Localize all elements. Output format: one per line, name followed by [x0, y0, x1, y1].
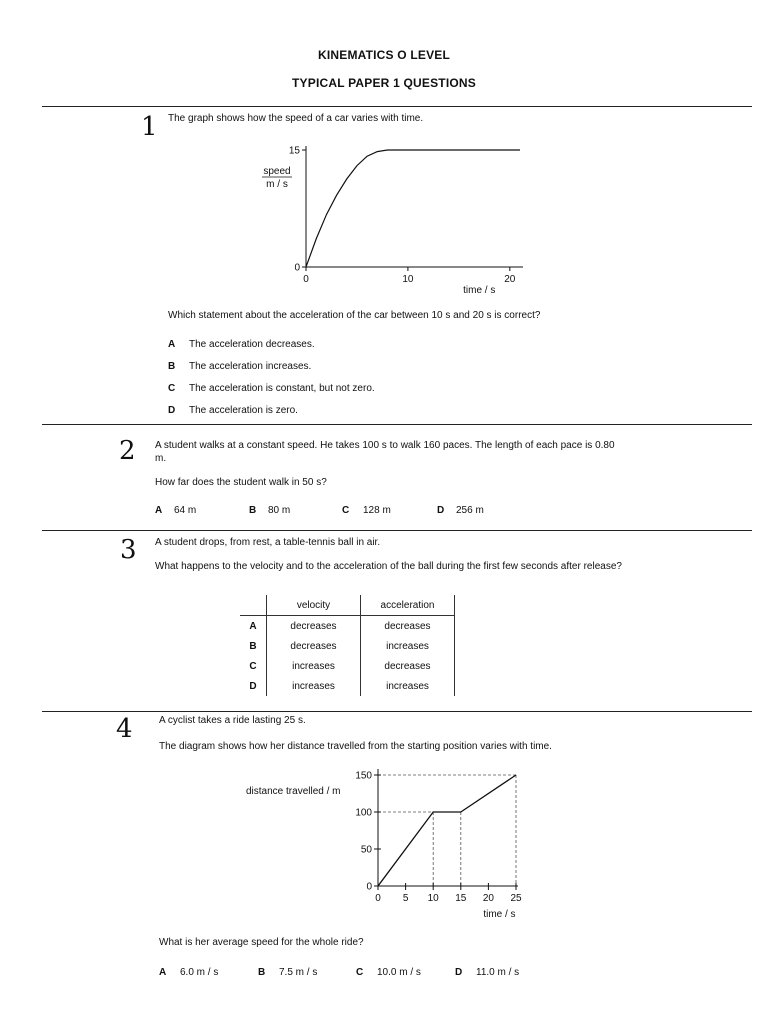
divider: [42, 106, 752, 107]
q1-option-a: [168, 334, 375, 356]
q3-question: What happens to the velocity and to the acceleration of the ball during the first few seconds after release?: [155, 561, 622, 572]
cell-acceleration: decreases: [361, 656, 455, 676]
q1-options: [168, 334, 375, 422]
option-text: The acceleration decreases.: [189, 339, 315, 350]
q4-distance-line: [378, 775, 516, 886]
q4-y-tick-label: 100: [355, 807, 372, 819]
row-letter: D: [249, 680, 257, 692]
q4-x-tick-label: 0: [375, 893, 381, 904]
table-row: [240, 616, 455, 637]
cell-velocity: increases: [267, 656, 361, 676]
q1-speed-time-graph: [250, 138, 550, 298]
option-text: 64 m: [174, 505, 197, 516]
question-number-2: 2: [119, 436, 136, 466]
q1-y-tick-label: 0: [294, 262, 300, 274]
q1-y-tick-label: 15: [288, 145, 300, 157]
q4-y-tick-label: 150: [355, 770, 372, 782]
q4-option-c: [356, 962, 421, 980]
q4-x-tick-label: 10: [427, 893, 439, 904]
q4-diagram-intro: The diagram shows how her distance travelled from the starting position varies with time.: [159, 741, 552, 752]
q4-y-tick-label: 50: [360, 844, 372, 856]
q4-stem: A cyclist takes a ride lasting 25 s.: [159, 715, 306, 726]
q1-x-tick-label: 10: [402, 274, 414, 285]
q4-options: [159, 962, 579, 976]
q2-question: How far does the student walk in 50 s?: [155, 477, 327, 488]
question-number-3: 3: [120, 535, 137, 565]
divider: [42, 711, 752, 712]
q4-option-b: [258, 962, 317, 980]
q2-option-b: [249, 500, 290, 518]
option-text: 11.0 m / s: [476, 967, 520, 978]
option-letter: D: [168, 405, 176, 416]
table-header-row: [240, 595, 455, 616]
document-subtitle: TYPICAL PAPER 1 QUESTIONS: [292, 76, 476, 90]
q2-option-a: [155, 500, 196, 518]
q4-option-d: [455, 962, 519, 980]
q4-x-tick-label: 15: [455, 893, 467, 904]
q1-speed-curve: [306, 150, 520, 267]
q4-question: What is her average speed for the whole ride?: [159, 937, 364, 948]
divider: [42, 530, 752, 531]
option-letter: C: [356, 967, 364, 978]
option-letter: D: [455, 967, 463, 978]
cell-acceleration: decreases: [361, 616, 455, 637]
option-text: The acceleration is zero.: [189, 405, 298, 416]
option-text: 6.0 m / s: [180, 967, 219, 978]
question-number-1: 1: [141, 112, 158, 142]
q4-option-a: [159, 962, 218, 980]
option-letter: A: [155, 505, 163, 516]
option-letter: D: [437, 505, 445, 516]
option-letter: A: [159, 967, 167, 978]
table-row: [240, 636, 455, 656]
option-letter: B: [249, 505, 257, 516]
q2-option-c: [342, 500, 391, 518]
table-row: [240, 656, 455, 676]
q1-y-axis-label-unit: m / s: [266, 179, 288, 190]
option-text: 10.0 m / s: [377, 967, 421, 978]
cell-velocity: decreases: [267, 616, 361, 637]
option-text: The acceleration is constant, but not zero.: [189, 383, 375, 394]
document-title: KINEMATICS O LEVEL: [317, 48, 451, 62]
q3-answer-table: [240, 595, 455, 696]
q4-distance-time-graph: [340, 764, 540, 924]
divider: [42, 424, 752, 425]
row-letter: B: [249, 640, 257, 652]
q2-options: [155, 500, 555, 514]
table-corner: [240, 595, 267, 616]
q1-option-d: [168, 400, 375, 422]
table-row: [240, 676, 455, 696]
option-text: 80 m: [268, 505, 291, 516]
q1-x-tick-label: 0: [303, 274, 309, 285]
option-text: 7.5 m / s: [279, 967, 318, 978]
q1-question: Which statement about the acceleration of the car between 10 s and 20 s is correct?: [168, 310, 541, 321]
row-letter: A: [249, 620, 257, 632]
q1-option-c: [168, 378, 375, 400]
q1-x-tick-label: 20: [504, 274, 516, 285]
q4-x-tick-label: 25: [510, 893, 522, 904]
cell-acceleration: increases: [361, 636, 455, 656]
option-text: 128 m: [363, 505, 391, 516]
option-letter: C: [168, 383, 176, 394]
q1-option-b: [168, 356, 375, 378]
q4-x-tick-label: 5: [402, 893, 409, 904]
option-text: 256 m: [456, 505, 484, 516]
cell-velocity: increases: [267, 676, 361, 696]
q1-stem: The graph shows how the speed of a car varies with time.: [168, 113, 424, 124]
option-letter: A: [168, 339, 176, 350]
q3-stem: A student drops, from rest, a table-tennis ball in air.: [155, 537, 381, 548]
option-text: The acceleration increases.: [189, 361, 312, 372]
q1-y-axis-label-speed: speed: [263, 166, 291, 177]
q1-x-axis-label: time / s: [463, 285, 496, 296]
q4-y-axis-label: distance travelled / m: [246, 786, 341, 797]
q4-y-tick-label: 0: [366, 881, 372, 893]
row-letter: C: [249, 660, 257, 672]
q2-option-d: [437, 500, 484, 518]
q4-x-axis-label: time / s: [483, 909, 516, 920]
cell-acceleration: increases: [361, 676, 455, 696]
option-letter: B: [168, 361, 176, 372]
question-number-4: 4: [116, 714, 133, 744]
option-letter: C: [342, 505, 350, 516]
q2-stem: A student walks at a constant speed. He takes 100 s to walk 160 paces. The length of each pace is 0.80 m.: [155, 440, 615, 464]
q4-x-tick-label: 20: [482, 893, 494, 904]
cell-velocity: decreases: [267, 636, 361, 656]
column-header-velocity: velocity: [267, 595, 361, 616]
option-letter: B: [258, 967, 266, 978]
column-header-acceleration: acceleration: [361, 595, 455, 616]
